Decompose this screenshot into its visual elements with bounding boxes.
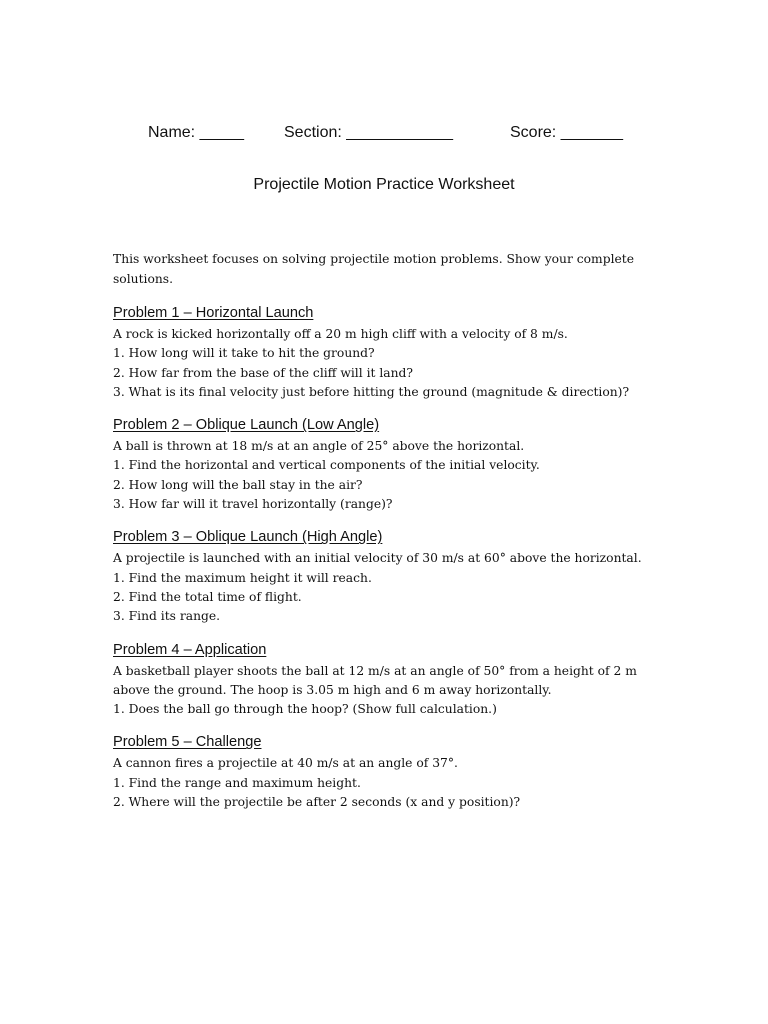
problem-5 <box>113 731 658 812</box>
student-info-row <box>0 124 768 150</box>
problem-2 <box>113 414 658 514</box>
problem-question: 1. Does the ball go through the hoop? (Show full calculation.) <box>113 702 497 717</box>
problem-question: 3. How far will it travel horizontally (range)? <box>113 497 393 512</box>
problem-question: 1. Find the range and maximum height. <box>113 775 361 790</box>
section-field: Section: ____________ <box>284 124 454 141</box>
problem-question: 2. Find the total time of flight. <box>113 589 302 604</box>
problem-heading: Problem 3 – Oblique Launch (High Angle) <box>113 529 383 546</box>
problem-heading: Problem 1 – Horizontal Launch <box>113 305 314 321</box>
problem-heading: Problem 4 – Application <box>113 641 267 658</box>
problem-question: 1. How long will it take to hit the ground? <box>113 346 375 361</box>
problem-heading: Problem 2 – Oblique Launch (Low Angle) <box>113 417 380 434</box>
name-field: Name: _____ <box>148 124 245 141</box>
problem-statement: A ball is thrown at 18 m/s at an angle of 25° above the horizontal. <box>113 439 525 454</box>
problem-question: 2. How far from the base of the cliff will it land? <box>113 365 413 380</box>
problem-statement: A projectile is launched with an initial velocity of 30 m/s at 60° above the horizontal. <box>113 551 642 566</box>
problem-question: 1. Find the maximum height it will reach. <box>113 570 372 585</box>
problem-question: 2. Where will the projectile be after 2 seconds (x and y position)? <box>113 795 521 810</box>
worksheet-title: Projectile Motion Practice Worksheet <box>253 176 515 193</box>
problems-list <box>113 302 658 824</box>
problem-statement: A basketball player shoots the ball at 12 m/s at an angle of 50° from a height of 2 m above the ground. The hoop is 3.05 m high and 6 m away horizontally. <box>113 663 637 697</box>
problem-4 <box>113 639 658 720</box>
problem-question: 2. How long will the ball stay in the air? <box>113 477 363 492</box>
problem-heading: Problem 5 – Challenge <box>113 734 262 751</box>
problem-question: 1. Find the horizontal and vertical components of the initial velocity. <box>113 458 540 473</box>
intro-paragraph: This worksheet focuses on solving projectile motion problems. Show your complete solutions. <box>113 252 635 286</box>
problem-1 <box>113 302 658 402</box>
problem-3 <box>113 526 658 626</box>
problem-question: 3. What is its final velocity just before hitting the ground (magnitude & direction)? <box>113 384 630 399</box>
problem-statement: A rock is kicked horizontally off a 20 m high cliff with a velocity of 8 m/s. <box>113 327 568 341</box>
score-field: Score: _______ <box>510 124 623 141</box>
problem-question: 3. Find its range. <box>113 609 221 624</box>
problem-statement: A cannon fires a projectile at 40 m/s at an angle of 37°. <box>113 756 458 771</box>
